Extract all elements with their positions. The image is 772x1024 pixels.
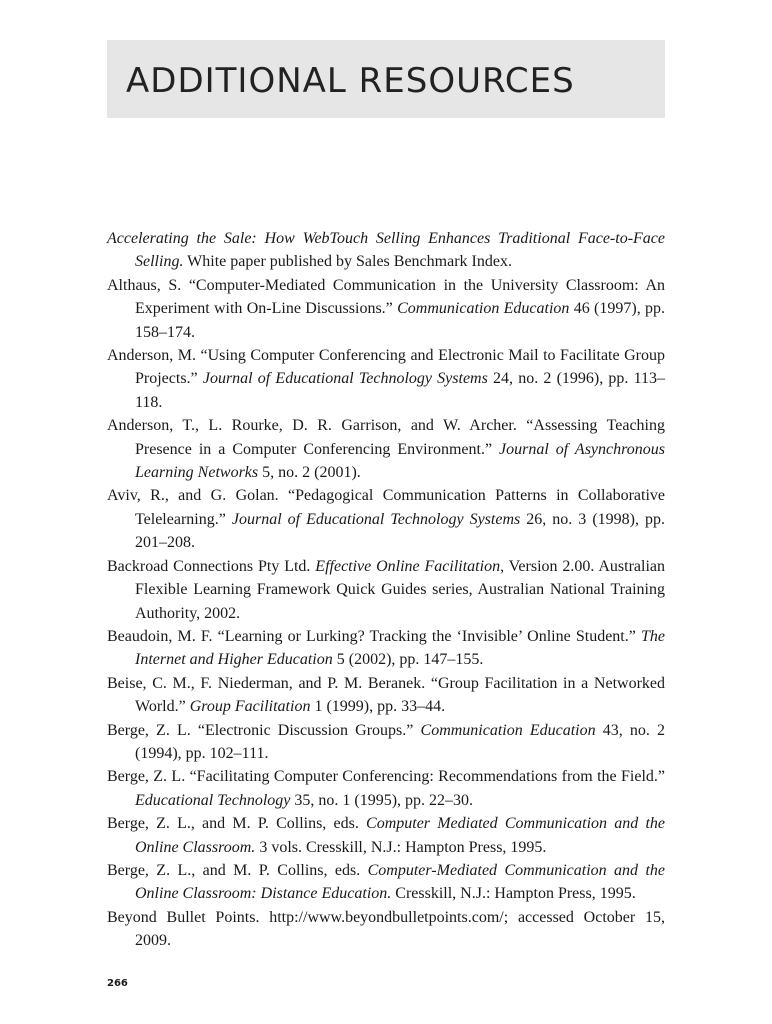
reference-entry <box>107 719 665 766</box>
reference-text: Aviv, R., and G. Golan. “Pedagogical Communication Patterns in Collaborative Telelearning.” <box>107 487 665 528</box>
reference-source: Journal of Educational Technology Systems <box>231 510 521 528</box>
chapter-title: ADDITIONAL RESOURCES <box>126 61 575 101</box>
reference-entry <box>107 227 665 274</box>
reference-entry <box>107 555 665 625</box>
reference-entry <box>107 414 665 484</box>
reference-source: The Internet and Higher Education <box>135 627 665 669</box>
reference-source: Computer Mediated Communication and the Online Classroom. <box>135 815 665 856</box>
reference-source: Group Facilitation <box>189 698 311 716</box>
reference-text: 24, no. 2 (1996), pp. 113–118. <box>135 370 666 411</box>
reference-text: Beise, C. M., F. Niederman, and P. M. Beranek. “Group Facilitation in a Networked World.” <box>107 674 665 716</box>
reference-source: Computer-Mediated Communication and the Online Classroom: Distance Education. <box>135 861 665 903</box>
reference-text: 35, no. 1 (1995), pp. 22–30. <box>290 791 474 809</box>
reference-source: Journal of Asynchronous Learning Networks <box>135 440 665 482</box>
reference-entry <box>107 812 665 859</box>
reference-text: Beyond Bullet Points. http://www.beyondbulletpoints.com/; accessed October 15, 2009. <box>107 908 665 950</box>
reference-source: Effective Online Facilitation <box>315 557 501 575</box>
reference-text: Anderson, M. “Using Computer Conferencing and Electronic Mail to Facilitate Group Projects.” <box>107 347 665 388</box>
reference-text: 46 (1997), pp. 158–174. <box>135 300 666 341</box>
reference-text: Cresskill, N.J.: Hampton Press, 1995. <box>391 885 636 903</box>
reference-text: 26, no. 3 (1998), pp. 201–208. <box>135 510 666 552</box>
reference-entry <box>107 859 665 906</box>
reference-source: Communication Education <box>397 300 570 318</box>
reference-entry <box>107 625 665 672</box>
reference-text: , Version 2.00. Australian Flexible Learning Framework Quick Guides series, Australian National Training Authority, 2002. <box>135 557 666 622</box>
reference-entry <box>107 906 665 953</box>
reference-entry <box>107 344 665 414</box>
reference-title: Accelerating the Sale: How WebTouch Selling Enhances Traditional Face-to-Face Selling. <box>107 230 665 271</box>
reference-source: Journal of Educational Technology Systems <box>202 370 488 388</box>
page-number: 266 <box>107 978 128 989</box>
reference-text: Althaus, S. “Computer-Mediated Communication in the University Classroom: An Experiment with On-Line Discussions.” <box>107 276 665 318</box>
reference-entry <box>107 274 665 344</box>
reference-text: Anderson, T., L. Rourke, D. R. Garrison, and W. Archer. “Assessing Teaching Presence in a Computer Conferencing Environment.” <box>107 417 665 458</box>
reference-text: Backroad Connections Pty Ltd. <box>107 557 316 575</box>
reference-text: 43, no. 2 (1994), pp. 102–111. <box>135 721 666 762</box>
reference-text: Berge, Z. L., and M. P. Collins, eds. <box>107 815 367 833</box>
reference-text: 1 (1999), pp. 33–44. <box>310 698 446 716</box>
reference-text: Beaudoin, M. F. “Learning or Lurking? Tracking the ‘Invisible’ Online Student.” <box>107 627 641 645</box>
reference-text: Berge, Z. L. “Electronic Discussion Groups.” <box>107 721 421 739</box>
reference-text: 5 (2002), pp. 147–155. <box>332 651 484 669</box>
chapter-header <box>107 40 665 118</box>
reference-source: Educational Technology <box>135 791 291 809</box>
reference-text: 3 vols. Cresskill, N.J.: Hampton Press, 1995. <box>255 838 547 856</box>
reference-text: Berge, Z. L., and M. P. Collins, eds. <box>107 861 368 879</box>
reference-entry <box>107 672 665 719</box>
reference-text: 5, no. 2 (2001). <box>258 464 361 482</box>
reference-text: Berge, Z. L. “Facilitating Computer Conferencing: Recommendations from the Field.” <box>107 768 665 786</box>
reference-entry <box>107 765 665 812</box>
reference-source: Communication Education <box>420 721 596 739</box>
reference-text: White paper published by Sales Benchmark Index. <box>183 253 512 271</box>
reference-entry <box>107 484 665 554</box>
reference-list <box>107 227 665 953</box>
